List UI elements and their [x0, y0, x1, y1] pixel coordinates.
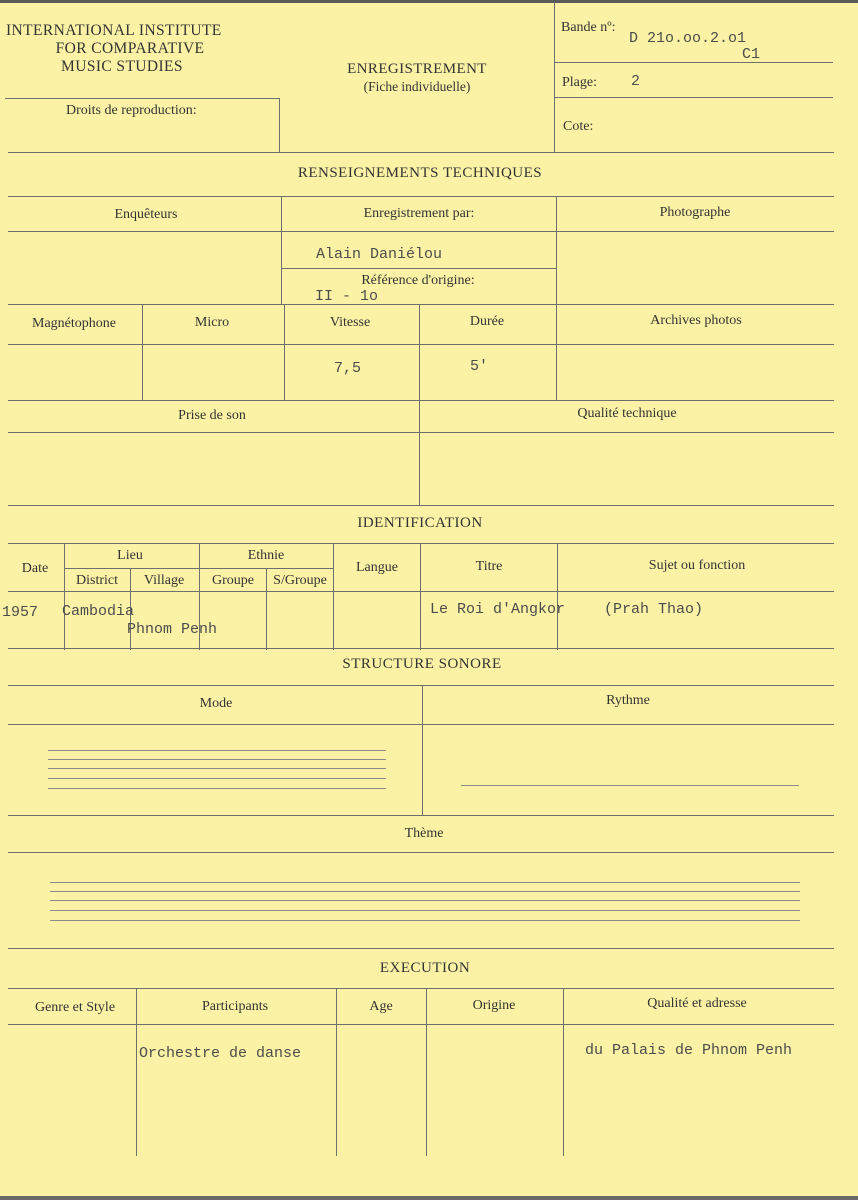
technique-top-line	[8, 196, 834, 197]
groupe-label: Groupe	[212, 573, 254, 588]
plage-line	[555, 97, 833, 98]
origine-label: Origine	[472, 998, 516, 1013]
page-bottom-edge	[0, 1196, 858, 1200]
rythme-label: Rythme	[606, 693, 650, 708]
enregistrement-label: Enregistrement par:	[363, 206, 475, 221]
technique-bottom-line	[8, 505, 834, 506]
identification-top-line	[8, 543, 834, 544]
section-title-execution: EXECUTION	[379, 960, 471, 976]
enregistrement-value: Alain Daniélou	[316, 246, 443, 263]
exec-div-4	[563, 988, 564, 1156]
reference-value: II - 1o	[315, 288, 379, 305]
sujet-value: (Prah Thao)	[604, 601, 704, 618]
section-title-identification: IDENTIFICATION	[357, 515, 483, 531]
section-title-structure: STRUCTURE SONORE	[342, 656, 502, 672]
sujet-label: Sujet ou fonction	[648, 558, 746, 573]
mode-staff-line-2	[48, 759, 386, 760]
ethnie-label: Ethnie	[247, 548, 285, 563]
theme-label: Thème	[404, 826, 444, 841]
exec-div-1	[136, 988, 137, 1156]
tech2-divider-1	[142, 304, 143, 400]
archives-label: Archives photos	[650, 313, 742, 328]
theme-staff-line-1	[50, 882, 800, 883]
structure-header-line	[8, 724, 834, 725]
tech-col-divider-2	[556, 196, 557, 304]
qualite-technique-label: Qualité technique	[577, 406, 677, 421]
mode-staff-line-5	[48, 788, 386, 789]
tech2-bottom-line	[8, 400, 834, 401]
structure-bottom-line	[8, 815, 834, 816]
exec-div-3	[426, 988, 427, 1156]
id-div-ethnie	[333, 543, 334, 650]
village-label: Village	[143, 573, 185, 588]
tech-header-line	[8, 231, 834, 232]
magnetophone-label: Magnétophone	[32, 316, 116, 331]
id-subheader-line	[64, 568, 333, 569]
mode-label: Mode	[199, 696, 233, 711]
genre-label: Genre et Style	[34, 1000, 116, 1015]
id-div-date	[64, 543, 65, 650]
tech2-divider-2	[284, 304, 285, 400]
micro-label: Micro	[194, 315, 230, 330]
id-div-titre	[557, 543, 558, 650]
village-value: Phnom Penh	[127, 621, 218, 638]
sgroupe-label: S/Groupe	[273, 573, 327, 588]
enqueteurs-label: Enquêteurs	[114, 207, 178, 222]
tech2-header-line	[8, 344, 834, 345]
age-label: Age	[369, 999, 393, 1014]
mode-staff-line-1	[48, 750, 386, 751]
rights-divider	[279, 98, 280, 152]
mode-staff-line-3	[48, 768, 386, 769]
date-label: Date	[21, 561, 49, 576]
bande-label: Bande nº:	[561, 20, 616, 35]
tech2-divider-4	[556, 304, 557, 400]
langue-label: Langue	[356, 560, 398, 575]
prise-label: Prise de son	[178, 408, 246, 423]
reference-label: Référence d'origine:	[361, 273, 475, 288]
header-bottom-line	[8, 152, 834, 153]
exec-div-2	[336, 988, 337, 1156]
titre-label: Titre	[475, 559, 503, 574]
form-title: ENREGISTREMENT	[347, 61, 487, 77]
date-value: 1957	[2, 604, 39, 621]
id-div-langue	[420, 543, 421, 650]
identification-bottom-line	[8, 648, 834, 649]
participants-value: Orchestre de danse	[139, 1045, 302, 1062]
cote-label: Cote:	[563, 119, 594, 134]
reference-line	[282, 268, 556, 269]
district-label: District	[76, 573, 118, 588]
plage-label: Plage:	[562, 75, 597, 90]
institute-name-line2: FOR COMPARATIVE	[55, 40, 205, 57]
qualite-adresse-value: du Palais de Phnom Penh	[585, 1042, 793, 1059]
rythme-line	[461, 785, 799, 786]
vitesse-label: Vitesse	[329, 315, 371, 330]
form-subtitle: (Fiche individuelle)	[363, 79, 471, 94]
theme-bottom-line	[8, 948, 834, 949]
lieu-label: Lieu	[117, 548, 143, 563]
rights-label: Droits de reproduction:	[66, 103, 197, 118]
execution-header-line	[8, 1024, 834, 1025]
duree-label: Durée	[469, 314, 505, 329]
photographe-label: Photographe	[659, 205, 731, 220]
id-div-groupe	[266, 568, 267, 650]
plage-value: 2	[631, 73, 641, 90]
tech-col-divider-1	[281, 196, 282, 304]
institute-name-line3: MUSIC STUDIES	[61, 58, 183, 75]
theme-staff-line-2	[50, 891, 800, 892]
institute-name-line1: INTERNATIONAL INSTITUTE	[6, 22, 222, 39]
bande-line	[555, 62, 833, 63]
prise-divider	[419, 400, 420, 505]
vitesse-value: 7,5	[334, 360, 362, 377]
district-value: Cambodia	[62, 603, 135, 620]
theme-header-line	[8, 852, 834, 853]
page-top-edge	[0, 0, 858, 3]
execution-top-line	[8, 988, 834, 989]
tech-row2-line	[8, 304, 834, 305]
section-title-technique: RENSEIGNEMENTS TECHNIQUES	[297, 165, 543, 181]
participants-label: Participants	[201, 999, 269, 1014]
tech2-divider-3	[419, 304, 420, 400]
qualite-adresse-label: Qualité et adresse	[647, 996, 747, 1011]
bande-value-2: C1	[742, 46, 761, 63]
theme-staff-line-4	[50, 910, 800, 911]
duree-value: 5'	[470, 358, 489, 375]
rights-top-line	[5, 98, 280, 99]
theme-staff-line-3	[50, 900, 800, 901]
header-divider	[554, 2, 555, 152]
mode-staff-line-4	[48, 778, 386, 779]
bande-value: D 21o.oo.2.o1	[629, 30, 747, 47]
id-header-line	[8, 591, 834, 592]
prise-header-line	[8, 432, 834, 433]
structure-divider	[422, 685, 423, 815]
structure-top-line	[8, 685, 834, 686]
theme-staff-line-5	[50, 920, 800, 921]
titre-value: Le Roi d'Angkor	[430, 601, 566, 618]
